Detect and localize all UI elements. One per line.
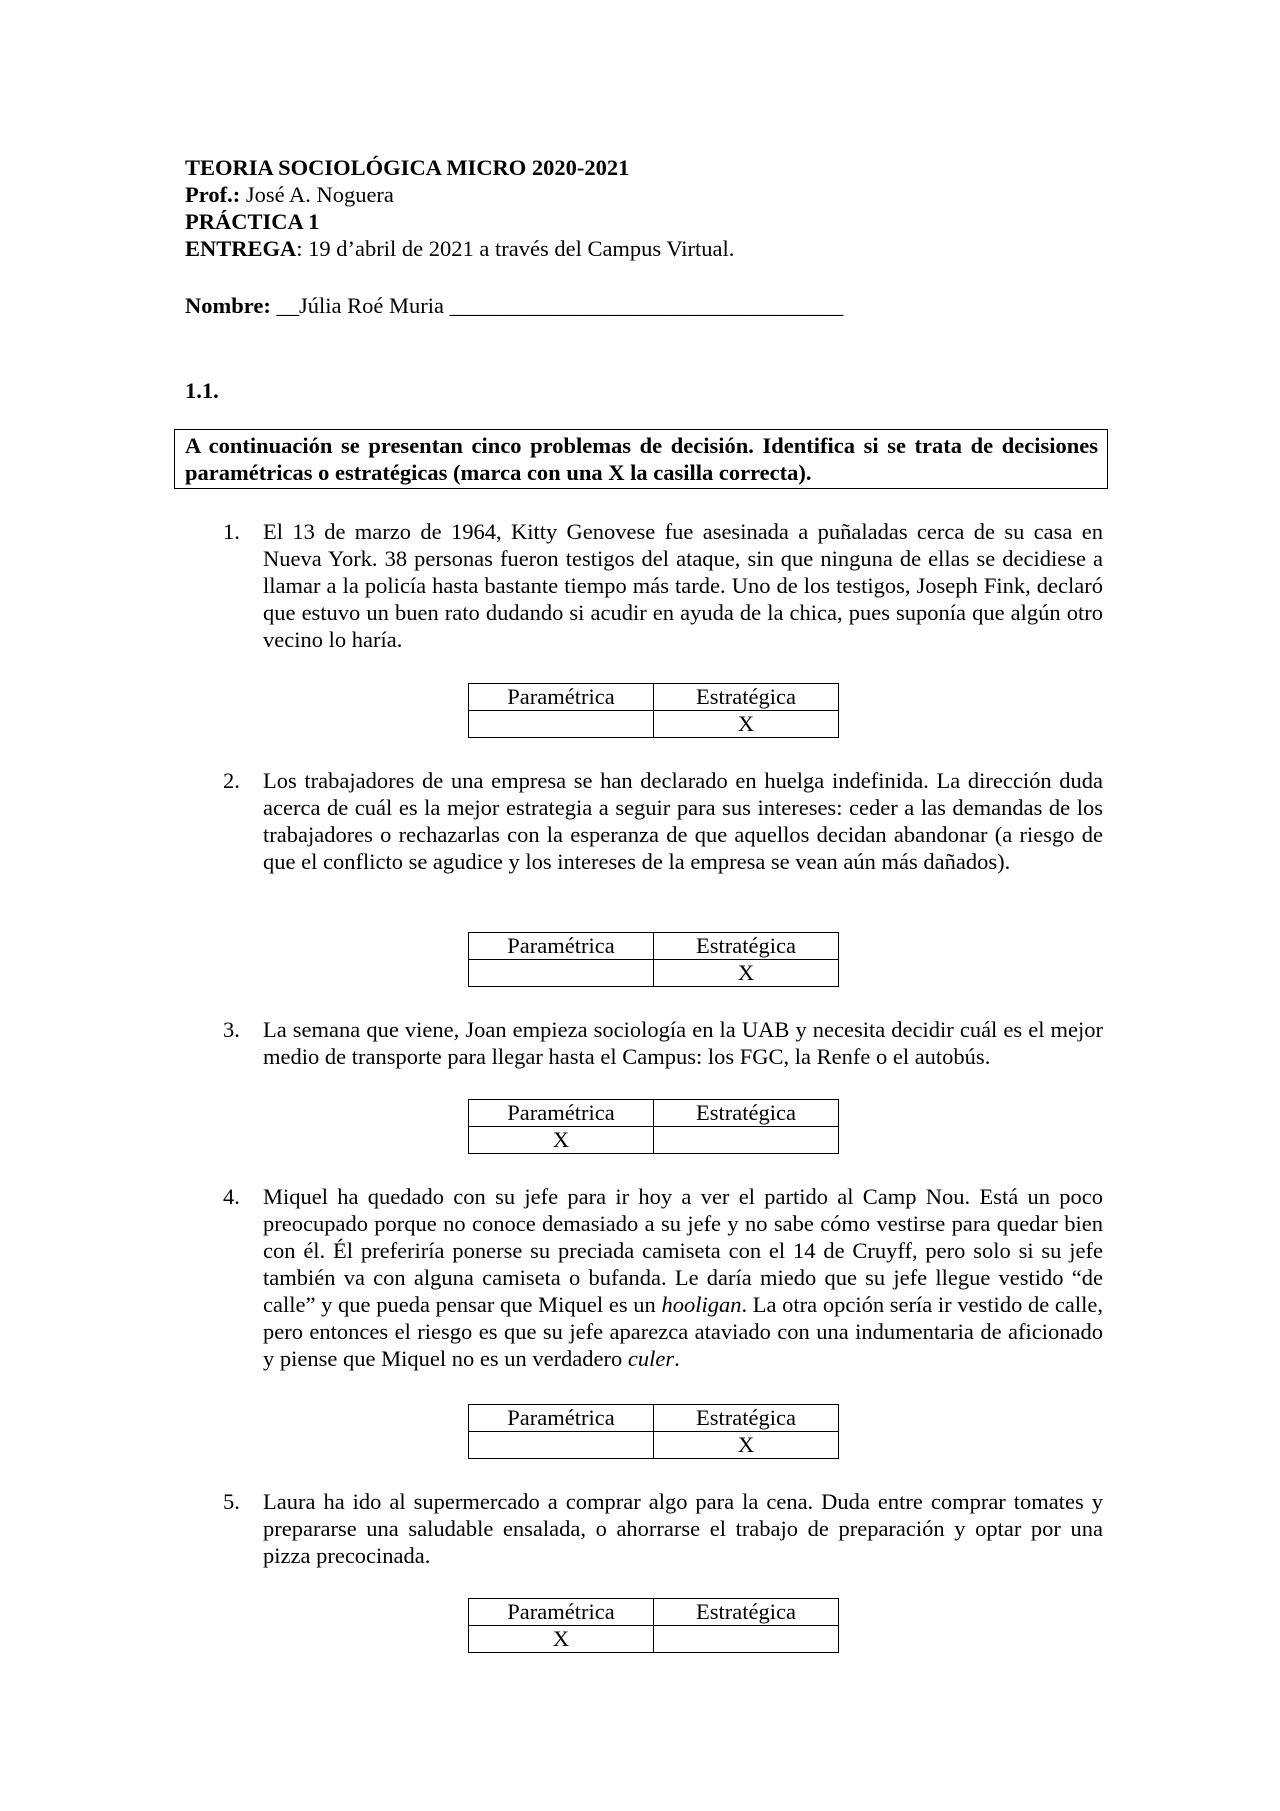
practice-title: PRÁCTICA 1	[185, 209, 320, 234]
course-title: TEORIA SOCIOLÓGICA MICRO 2020-2021	[185, 155, 630, 180]
parametric-header: Paramétrica	[469, 1100, 654, 1127]
strategic-cell[interactable]	[654, 1127, 839, 1154]
document-header	[185, 154, 734, 262]
parametric-header: Paramétrica	[469, 933, 654, 960]
strategic-header: Estratégica	[654, 1405, 839, 1432]
strategic-header: Estratégica	[654, 1100, 839, 1127]
parametric-cell[interactable]	[469, 960, 654, 987]
strategic-header: Estratégica	[654, 1599, 839, 1626]
delivery-label: ENTREGA	[185, 236, 297, 261]
strategic-cell[interactable]: X	[654, 1432, 839, 1459]
parametric-header: Paramétrica	[469, 1599, 654, 1626]
problem-number: 1.	[223, 519, 240, 544]
prof-name: José A. Noguera	[240, 182, 394, 207]
delivery-text: : 19 d’abril de 2021 a través del Campus Virtual.	[296, 236, 735, 261]
problem-number: 5.	[223, 1489, 240, 1514]
name-label: Nombre:	[185, 293, 271, 318]
problem-text: Laura ha ido al supermercado a comprar algo para la cena. Duda entre comprar tomates y prepararse una saludable ensalada, o ahorrarse el trabajo de preparación y optar por una pizza precocinada.	[263, 1489, 1103, 1568]
problem-text	[263, 1183, 1103, 1372]
parametric-header: Paramétrica	[469, 684, 654, 711]
parametric-cell[interactable]: X	[469, 1626, 654, 1653]
problem-text: El 13 de marzo de 1964, Kitty Genovese fue asesinada a puñaladas cerca de su casa en Nueva York. 38 personas fueron testigos del ataque, sin que ninguna de ellas se decidiese a llamar a la policía hasta bastante tiempo más tarde. Uno de los testigos, Joseph Fink, declaró que estuvo un buen rato dudando si acudir en ayuda de la chica, pues suponía que algún otro vecino lo haría.	[263, 519, 1103, 652]
parametric-cell[interactable]	[469, 711, 654, 738]
parametric-cell[interactable]	[469, 1432, 654, 1459]
answer-table	[468, 683, 839, 738]
instructions-box: A continuación se presentan cinco problemas de decisión. Identifica si se trata de decisiones paramétricas o estratégicas (marca con una X la casilla correcta).	[174, 429, 1108, 489]
answer-table	[468, 932, 839, 987]
strategic-cell[interactable]	[654, 1626, 839, 1653]
problem-number: 2.	[223, 768, 240, 793]
strategic-cell[interactable]: X	[654, 960, 839, 987]
section-number: 1.1.	[185, 378, 219, 403]
answer-table	[468, 1598, 839, 1653]
problem-text-emphasis: culer	[627, 1346, 675, 1371]
problem-number: 4.	[223, 1184, 240, 1209]
student-name-line	[185, 292, 843, 319]
problem-text-part: Miquel ha quedado con su jefe para ir hoy a ver el partido al Camp Nou. Está un poco preocupado porque no conoce demasiado a su jefe y no sabe cómo vestirse para quedar bien con él. Él preferiría ponerse su preciada camiseta con el 14 de Cruyff, pero solo si su jefe también va con alguna camiseta o bufanda. Le daría miedo que su jefe llegue vestido “de calle” y que pueda pensar que Miquel es un	[263, 1184, 1103, 1317]
problem-text-part: . La otra opción sería ir vestido de calle, pero entonces el riesgo es que su jefe aparezca ataviado con una indumentaria de aficionado y piense que Miquel no es un verdadero	[263, 1292, 1103, 1371]
name-value: __Júlia Roé Muria ___________________________________	[270, 293, 844, 318]
strategic-header: Estratégica	[654, 684, 839, 711]
problem-text: Los trabajadores de una empresa se han declarado en huelga indefinida. La dirección duda acerca de cuál es la mejor estrategia a seguir para sus intereses: ceder a las demandas de los trabajadores o rechazarlas con la esperanza de que aquellos decidan abandonar (a riesgo de que el conflicto se agudice y los intereses de la empresa se vean aún más dañados).	[263, 768, 1103, 874]
strategic-cell[interactable]: X	[654, 711, 839, 738]
parametric-header: Paramétrica	[469, 1405, 654, 1432]
problem-text-part: .	[674, 1346, 680, 1371]
answer-table	[468, 1404, 839, 1459]
prof-label: Prof.:	[185, 182, 241, 207]
answer-table	[468, 1099, 839, 1154]
strategic-header: Estratégica	[654, 933, 839, 960]
problem-text: La semana que viene, Joan empieza sociología en la UAB y necesita decidir cuál es el mejor medio de transporte para llegar hasta el Campus: los FGC, la Renfe o el autobús.	[263, 1017, 1103, 1069]
problem-text-emphasis: hooligan	[661, 1292, 742, 1317]
parametric-cell[interactable]: X	[469, 1127, 654, 1154]
problem-number: 3.	[223, 1017, 240, 1042]
